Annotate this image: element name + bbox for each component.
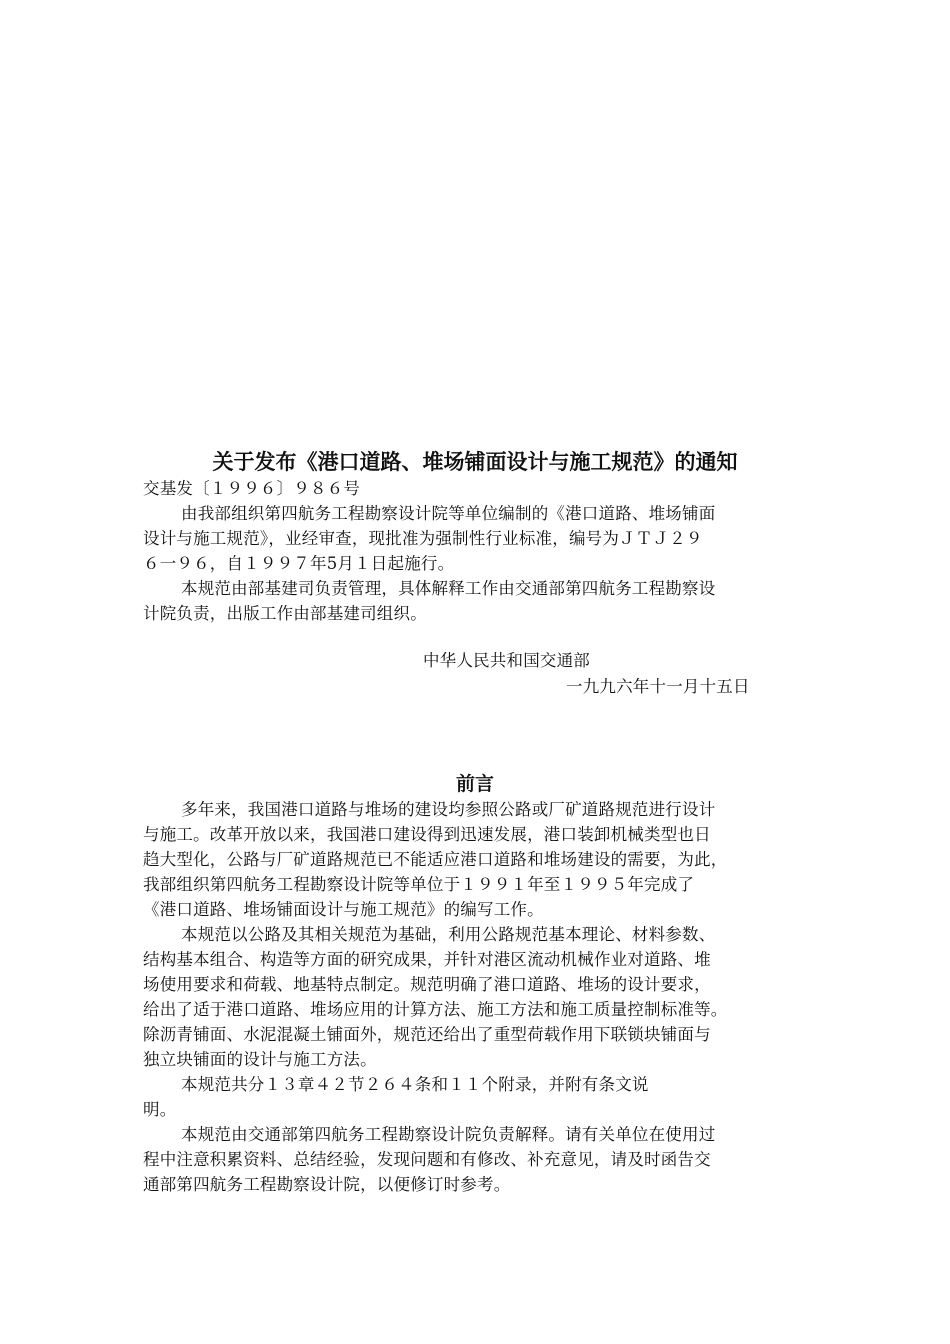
preface-para3-line1: 本规范共分１３章４２节２６４条和１１个附录，并附有条文说 bbox=[181, 1075, 649, 1094]
preface-heading: 前言 bbox=[455, 773, 494, 795]
notice-para1-line2: 设计与施工规范》，业经审查，现批准为强制性行业标准，编号为ＪＴＪ２９ bbox=[143, 529, 703, 548]
preface-para1-line4: 我部组织第四航务工程勘察设计院等单位于１９９１年至１９９５年完成了 bbox=[143, 875, 695, 894]
preface-para3-line2: 明。 bbox=[143, 1100, 177, 1119]
notice-para1-line3: ６一９６，自１９９７年5月１日起施行。 bbox=[143, 554, 455, 573]
preface-para2-line3: 场使用要求和荷载、地基特点制定。规范明确了港口道路、堆场的设计要求， bbox=[143, 975, 711, 994]
preface-para4-line1: 本规范由交通部第四航务工程勘察设计院负责解释。请有关单位在使用过 bbox=[181, 1125, 716, 1144]
notice-para2-line2: 计院负责，出版工作由部基建司组织。 bbox=[143, 604, 427, 623]
preface-para2-line1: 本规范以公路及其相关规范为基础，利用公路规范基本理论、材料参数、 bbox=[181, 925, 716, 944]
preface-para4-line2: 程中注意积累资料、总结经验，发现问题和有修改、补充意见，请及时函告交 bbox=[143, 1150, 711, 1169]
issuer: 中华人民共和国交通部 bbox=[423, 651, 590, 670]
notice-title: 关于发布《港口道路、堆场铺面设计与施工规范》的通知 bbox=[212, 450, 738, 474]
notice-para2-line1: 本规范由部基建司负责管理，具体解释工作由交通部第四航务工程勘察设 bbox=[181, 579, 716, 598]
preface-para2-line2: 结构基本组合、构造等方面的研究成果，并针对港区流动机械作业对道路、堆 bbox=[143, 950, 711, 969]
preface-para1-line5: 《港口道路、堆场铺面设计与施工规范》的编写工作。 bbox=[143, 900, 544, 919]
preface-para2-line5: 除沥青铺面、水泥混凝土铺面外，规范还给出了重型荷载作用下联锁块铺面与 bbox=[143, 1025, 711, 1044]
preface-para4-line3: 通部第四航务工程勘察设计院，以便修订时参考。 bbox=[143, 1175, 511, 1194]
preface-para1-line3: 趋大型化，公路与厂矿道路规范已不能适应港口道路和堆场建设的需要，为此， bbox=[143, 850, 728, 869]
issue-date: 一九九六年十一月十五日 bbox=[566, 677, 750, 696]
preface-para1-line2: 与施工。改革开放以来，我国港口建设得到迅速发展，港口装卸机械类型也日 bbox=[143, 825, 711, 844]
notice-para1-line1: 由我部组织第四航务工程勘察设计院等单位编制的《港口道路、堆场铺面 bbox=[181, 504, 716, 523]
document-number: 交基发〔１９９６〕９８６号 bbox=[143, 479, 361, 498]
preface-para2-line4: 给出了适于港口道路、堆场应用的计算方法、施工方法和施工质量控制标准等。 bbox=[143, 1000, 728, 1019]
preface-para1-line1: 多年来，我国港口道路与堆场的建设均参照公路或厂矿道路规范进行设计 bbox=[181, 800, 716, 819]
preface-para2-line6: 独立块铺面的设计与施工方法。 bbox=[143, 1050, 377, 1069]
